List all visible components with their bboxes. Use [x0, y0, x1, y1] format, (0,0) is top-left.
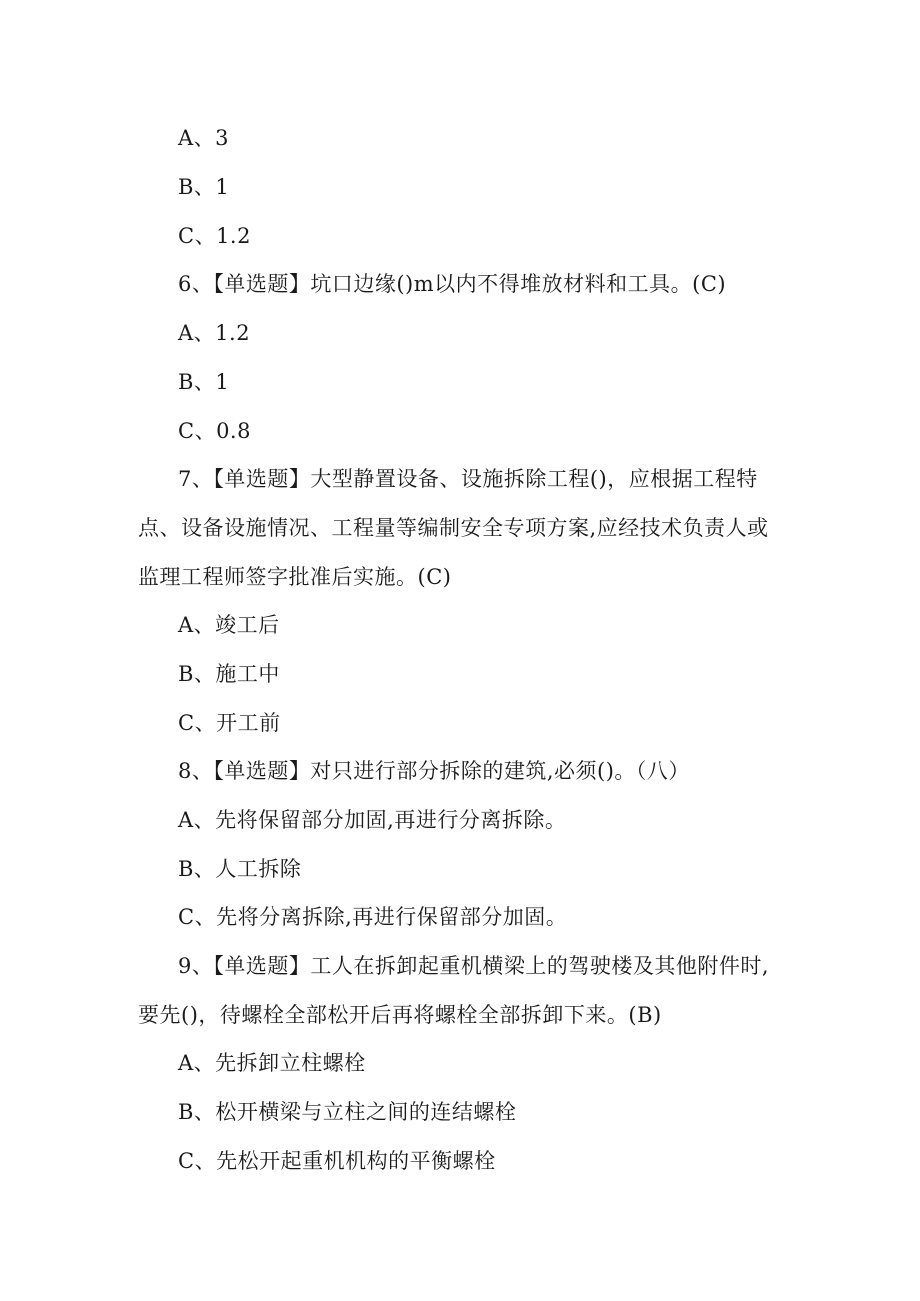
question-7-text: 7、【单选题】大型静置设备、设施拆除工程()，应根据工程特 [178, 467, 758, 491]
question-6-text: 6、【单选题】坑口边缘()m以内不得堆放材料和工具。(C) [178, 272, 727, 296]
question-9-text-cont: 要先()，待螺栓全部松开后再将螺栓全部拆卸下来。(B) [138, 1003, 662, 1027]
question-9-option-b: B、松开横梁与立柱之间的连结螺栓 [178, 1100, 517, 1124]
question-8-option-a: A、先将保留部分加固,再进行分离拆除。 [178, 808, 567, 832]
question-6-option-b: B、1 [178, 370, 230, 394]
question-7-option-b: B、施工中 [178, 662, 280, 686]
question-9-option-c: C、先松开起重机机构的平衡螺栓 [178, 1149, 496, 1173]
question-6-option-c: C、0.8 [178, 419, 251, 443]
question-8-option-b: B、人工拆除 [178, 857, 302, 881]
option-line: B、1 [178, 175, 230, 199]
question-7-option-a: A、竣工后 [178, 613, 280, 637]
question-6-option-a: A、1.2 [178, 321, 251, 345]
question-7-text-cont: 监理工程师签字批准后实施。(C) [138, 565, 452, 589]
option-line: A、3 [178, 126, 230, 150]
question-7-text-cont: 点、设备设施情况、工程量等编制安全专项方案,应经技术负责人或 [138, 516, 769, 540]
question-7-option-c: C、开工前 [178, 711, 281, 735]
option-line: C、1.2 [178, 224, 251, 248]
question-8-text: 8、【单选题】对只进行部分拆除的建筑,必须()。（八） [178, 759, 690, 783]
question-8-option-c: C、先将分离拆除,再进行保留部分加固。 [178, 905, 568, 929]
question-9-option-a: A、先拆卸立柱螺栓 [178, 1051, 366, 1075]
question-9-text: 9、【单选题】工人在拆卸起重机横梁上的驾驶楼及其他附件时, [178, 954, 770, 978]
